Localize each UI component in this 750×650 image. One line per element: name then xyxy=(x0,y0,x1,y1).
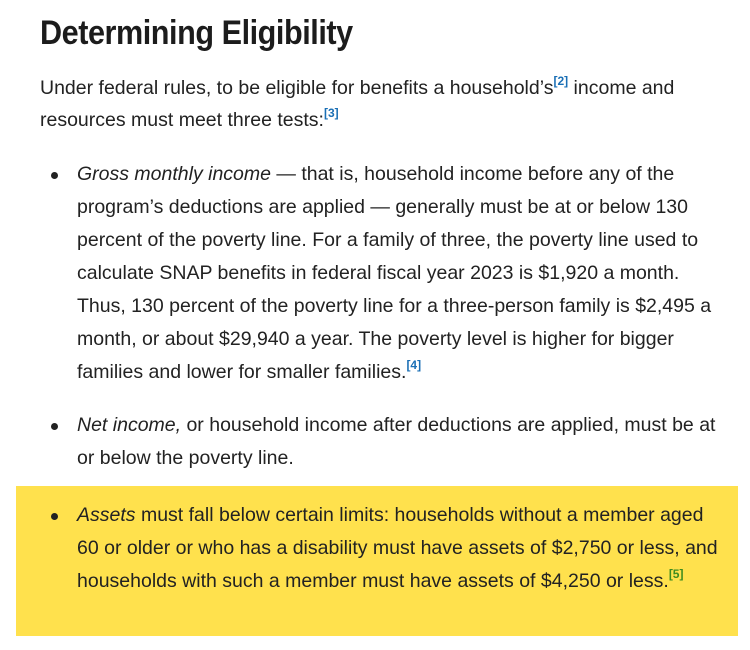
term-net-income: Net income, xyxy=(77,414,182,436)
footnote-link-5[interactable]: [5] xyxy=(668,566,684,581)
bullet-icon xyxy=(51,423,58,430)
footnote-ref-3 xyxy=(324,106,339,120)
list-item-text: must fall below certain limits: households without a member aged 60 or older or who has a disability must have assets of $2,750 or less, and households with such a member must have assets of $4,250 or less. xyxy=(77,504,718,592)
list-item-text: — that is, household income before any of the program’s deductions are applied — generally must be at or below 130 percent of the poverty line. For a family of three, the poverty line used to calculate SNAP benefits in federal fiscal year 2023 is $1,920 a month. Thus, 130 percent of the poverty line for a three-person family is $2,495 a month, or about $29,940 a year. The poverty level is higher for bigger families and lower for smaller families. xyxy=(77,163,712,383)
list-item-assets xyxy=(0,499,750,598)
footnote-link-3[interactable]: [3] xyxy=(323,105,339,120)
term-assets: Assets xyxy=(77,504,136,526)
intro-text-start: Under federal rules, to be eligible for benefits a household’s xyxy=(40,77,554,99)
section-heading: Determining Eligibility xyxy=(40,14,353,52)
footnote-ref-4 xyxy=(406,358,421,372)
footnote-ref-5 xyxy=(669,567,684,581)
footnote-link-4[interactable]: [4] xyxy=(406,357,422,372)
footnote-ref-2 xyxy=(553,74,568,88)
list-item-gross-income xyxy=(0,158,750,389)
intro-text-end: income and resources must meet three tests: xyxy=(40,77,675,131)
intro-paragraph xyxy=(40,72,720,136)
list-item-net-income xyxy=(0,409,750,475)
footnote-link-2[interactable]: [2] xyxy=(553,73,569,88)
bullet-icon xyxy=(51,513,58,520)
list-item-text: or household income after deductions are applied, must be at or below the poverty line. xyxy=(77,414,716,469)
term-gross-income: Gross monthly income xyxy=(77,163,271,185)
bullet-icon xyxy=(51,172,58,179)
